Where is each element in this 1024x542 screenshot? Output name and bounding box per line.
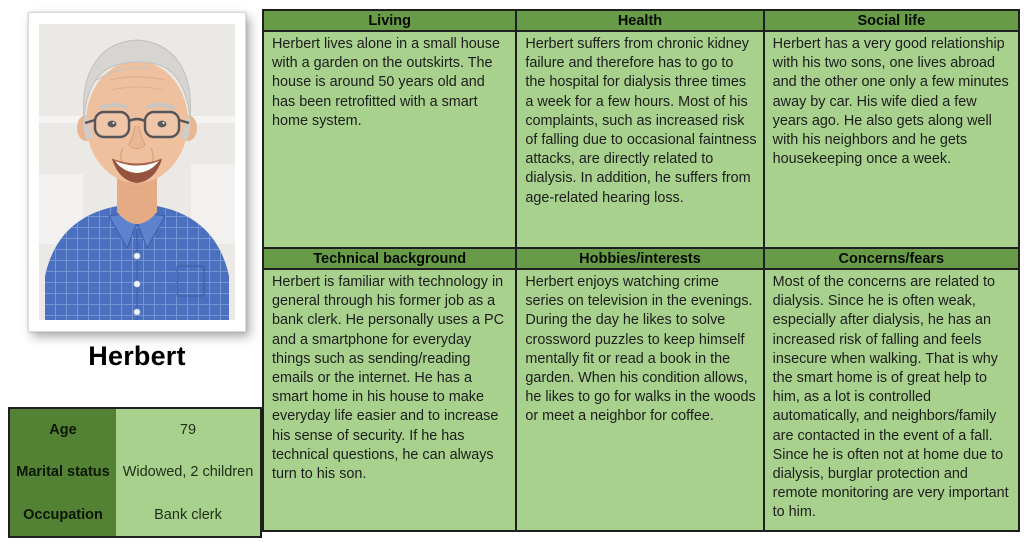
text-living: Herbert lives alone in a small house with a garden on the outskirts. The house is around 50 years old and has been retrofitted with a smart home system.	[264, 32, 515, 247]
text-hobbies-interests: Herbert enjoys watching crime series on television in the evenings. During the day he likes to solve crossword puzzles to keep himself mentally fit or read a book in the garden. When his condition allows, he likes to go for walks in the woods or meet a neighbor for coffee.	[517, 270, 762, 530]
text-health: Herbert suffers from chronic kidney failure and therefore has to go to the hospital for dialysis three times a week for a few hours. Most of his complaints, such as increased risk of falling due to occasional faintness attacks, are directly related to dialysis. In addition, he suffers from age-related hearing loss.	[517, 32, 762, 247]
text-concerns-fears: Most of the concerns are related to dialysis. Since he is often weak, especially after dialysis, he has an increased risk of falling and feels insecure when walking. That is why the smart home is of great help to him, as a lot is controlled automatically, and neighbors/family are contacted in the event of a fall. Since he is often not at home due to dialysis, burglar protection and remote monitoring are very important to him.	[765, 270, 1018, 530]
header-concerns-fears: Concerns/fears	[765, 249, 1018, 268]
attr-label-occupation: Occupation	[10, 494, 116, 536]
portrait-photo	[39, 23, 235, 321]
header-social-life: Social life	[765, 11, 1018, 30]
text-social-life: Herbert has a very good relationship with his two sons, one lives abroad and the other one only a few minutes away by car. His wife died a few years ago. He also gets along well with his neighbors and he gets housekeeping once a week.	[765, 32, 1018, 247]
persona-name: Herbert	[88, 341, 186, 371]
attributes-table	[8, 407, 262, 538]
attr-label-marital-status: Marital status	[10, 451, 116, 493]
attr-label-age: Age	[10, 409, 116, 451]
text-technical-background: Herbert is familiar with technology in general through his former job as a bank clerk. He personally uses a PC and a smartphone for everyday things such as sending/reading emails or the internet. He has a smart home in his house to make everyday life easier and to increase his sense of security. If he has technical questions, he can always turn to his son.	[264, 270, 515, 530]
attr-value-occupation: Bank clerk	[116, 494, 260, 536]
attr-value-marital-status: Widowed, 2 children	[116, 451, 260, 493]
photo-frame	[28, 12, 246, 332]
profile-table	[262, 9, 1020, 532]
header-health: Health	[517, 11, 762, 30]
header-hobbies-interests: Hobbies/interests	[517, 249, 762, 268]
header-technical-background: Technical background	[264, 249, 515, 268]
header-living: Living	[264, 11, 515, 30]
attr-value-age: 79	[116, 409, 260, 451]
